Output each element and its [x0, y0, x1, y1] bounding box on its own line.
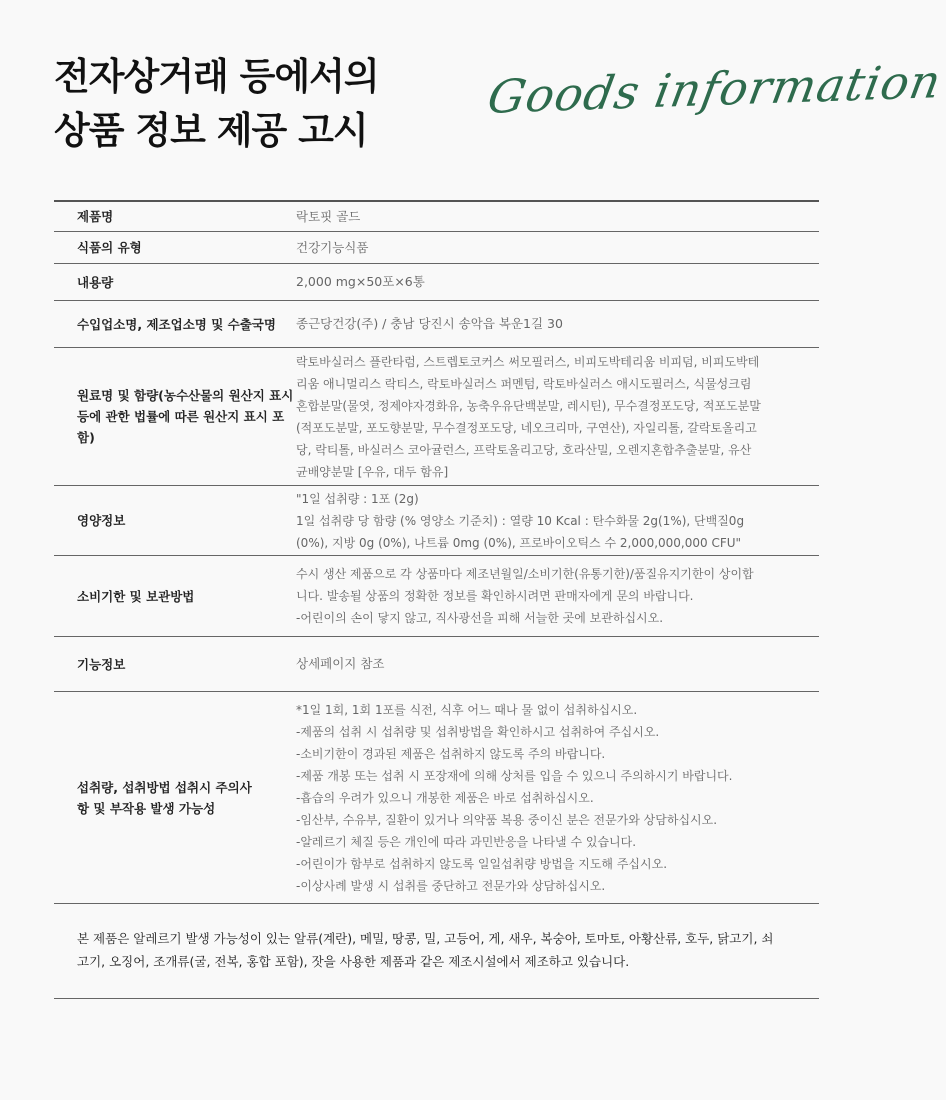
row-label: 소비기한 및 보관방법: [77, 588, 195, 604]
row-value-line: (0%), 지방 0g (0%), 나트륨 0mg (0%), 프로바이오틱스 수 2,000,000,000 CFU": [296, 535, 742, 550]
row-value-line: -소비기한이 경과된 제품은 섭취하지 않도록 주의 바랍니다.: [296, 746, 606, 761]
table-row-ingredients: [54, 348, 819, 486]
table-row-content-amount: [54, 264, 819, 301]
row-value-line: 니다. 발송될 상품의 정확한 정보를 확인하시려면 판매자에게 문의 바랍니다.: [296, 589, 694, 603]
allergy-notice-line-1: 본 제품은 알레르기 발생 가능성이 있는 알류(계란), 메밀, 땅콩, 밀, 고등어, 게, 새우, 복숭아, 토마토, 아황산류, 호두, 닭고기, 쇠: [77, 931, 774, 946]
row-label: 영양정보: [77, 513, 126, 528]
row-value-line: 리움 애니멀리스 락티스, 락토바실러스 퍼멘텀, 락토바실러스 애시도필러스, 식물성크림: [296, 376, 752, 391]
row-value-line: -흡습의 우려가 있으니 개봉한 제품은 바로 섭취하십시오.: [296, 790, 594, 805]
row-value-line: 균배양분말 [우유, 대두 함유]: [296, 464, 449, 479]
row-value-line: -제품 개봉 또는 섭취 시 포장재에 의해 상처를 입을 수 있으니 주의하시기 바랍니다.: [296, 768, 733, 783]
row-value-line: -이상사례 발생 시 섭취를 중단하고 전문가와 상담하십시오.: [296, 878, 606, 893]
row-value-line: -임산부, 수유부, 질환이 있거나 의약품 복용 중이신 분은 전문가와 상담하십시오.: [296, 812, 718, 827]
row-value: [296, 271, 819, 293]
allergy-notice-line-2: 고기, 오징어, 조개류(굴, 전복, 홍합 포함), 잣을 사용한 제품과 같은 제조시설에서 제조하고 있습니다.: [77, 954, 630, 969]
table-row-function-info: [54, 637, 819, 692]
row-label: 수입업소명, 제조업소명 및 수출국명: [77, 316, 276, 332]
table-row-nutrition: [54, 486, 819, 556]
row-value-line: 당, 락티톨, 바실러스 코아귤런스, 프락토올리고당, 호라산밀, 오렌지혼합추출분말, 유산: [296, 442, 752, 457]
page-title-line-1: 전자상거래 등에서의: [54, 55, 379, 98]
table-row-manufacturer: [54, 301, 819, 348]
row-value: [296, 351, 819, 483]
page-title-line-2: 상품 정보 제공 고시: [54, 109, 368, 152]
row-value-line: -어린이의 손이 닿지 않고, 직사광선을 피해 서늘한 곳에 보관하십시오.: [296, 611, 664, 625]
table-row-expiry-storage: [54, 556, 819, 637]
row-value-line: (적포도분말, 포도향분말, 무수결정포도당, 네오크리마, 구연산), 자일리톨, 갈락토올리고: [296, 420, 757, 435]
row-value-line: 수시 생산 제품으로 각 상품마다 제조년월일/소비기한(유통기한)/품질유지기한이 상이합: [296, 567, 754, 581]
row-value-line: -제품의 섭취 시 섭취량 및 섭취방법을 확인하시고 섭취하여 주십시오.: [296, 724, 660, 739]
row-value-line: 상세페이지 참조: [296, 656, 385, 671]
row-label: 내용량: [77, 274, 114, 290]
row-value-line: "1일 섭취량 : 1포 (2g): [296, 491, 419, 506]
row-value-line: 혼합분말(물엿, 정제야자경화유, 농축우유단백분말, 레시틴), 무수결정포도당, 적포도분말: [296, 398, 761, 413]
table-row-intake-precautions: [54, 692, 819, 904]
row-label: 식품의 유형: [77, 240, 142, 255]
row-label: 기능정보: [77, 656, 126, 672]
row-value: [296, 313, 819, 335]
row-value: [296, 488, 819, 554]
row-value: [296, 653, 819, 675]
row-value-line: 종근당건강(주) / 충남 당진시 송악읍 복운1길 30: [296, 316, 563, 331]
row-value: [296, 237, 819, 259]
allergy-notice: [54, 902, 819, 999]
row-value: [296, 206, 819, 228]
row-value: [296, 563, 819, 629]
page-title: [54, 50, 379, 158]
table-row-food-type: [54, 232, 819, 264]
row-value-line: 락토바실러스 플란타럼, 스트렙토코커스 써모필러스, 비피도박테리움 비피덤, 비피도박테: [296, 354, 760, 369]
row-value-line: 락토핏 골드: [296, 208, 361, 224]
row-value-line: *1일 1회, 1회 1포를 식전, 식후 어느 때나 물 없이 섭취하십시오.: [296, 702, 638, 717]
row-label: 원료명 및 함량(농수산물의 원산지 표시 등에 관한 법률에 따른 원산지 표시 포함): [77, 388, 294, 445]
row-value-line: -알레르기 체질 등은 개인에 따라 과민반응을 나타낼 수 있습니다.: [296, 834, 637, 849]
goods-information-script: Goods information: [483, 54, 946, 124]
row-value-line: -어린이가 함부로 섭취하지 않도록 일일섭취량 방법을 지도해 주십시오.: [296, 856, 668, 871]
row-value-line: 1일 섭취량 당 함량 (% 영양소 기준치) : 열량 10 Kcal : 탄수화물 2g(1%), 단백질0g: [296, 513, 745, 528]
row-label: 섭취량, 섭취방법 섭취시 주의사항 및 부작용 발생 가능성: [77, 779, 252, 816]
row-value-line: 건강기능식품: [296, 239, 369, 255]
row-value: [296, 699, 819, 897]
row-value-line: 2,000 mg×50포×6통: [296, 274, 425, 289]
row-label: 제품명: [77, 209, 114, 224]
table-row-product-name: [54, 202, 819, 232]
product-info-table: [54, 200, 819, 904]
